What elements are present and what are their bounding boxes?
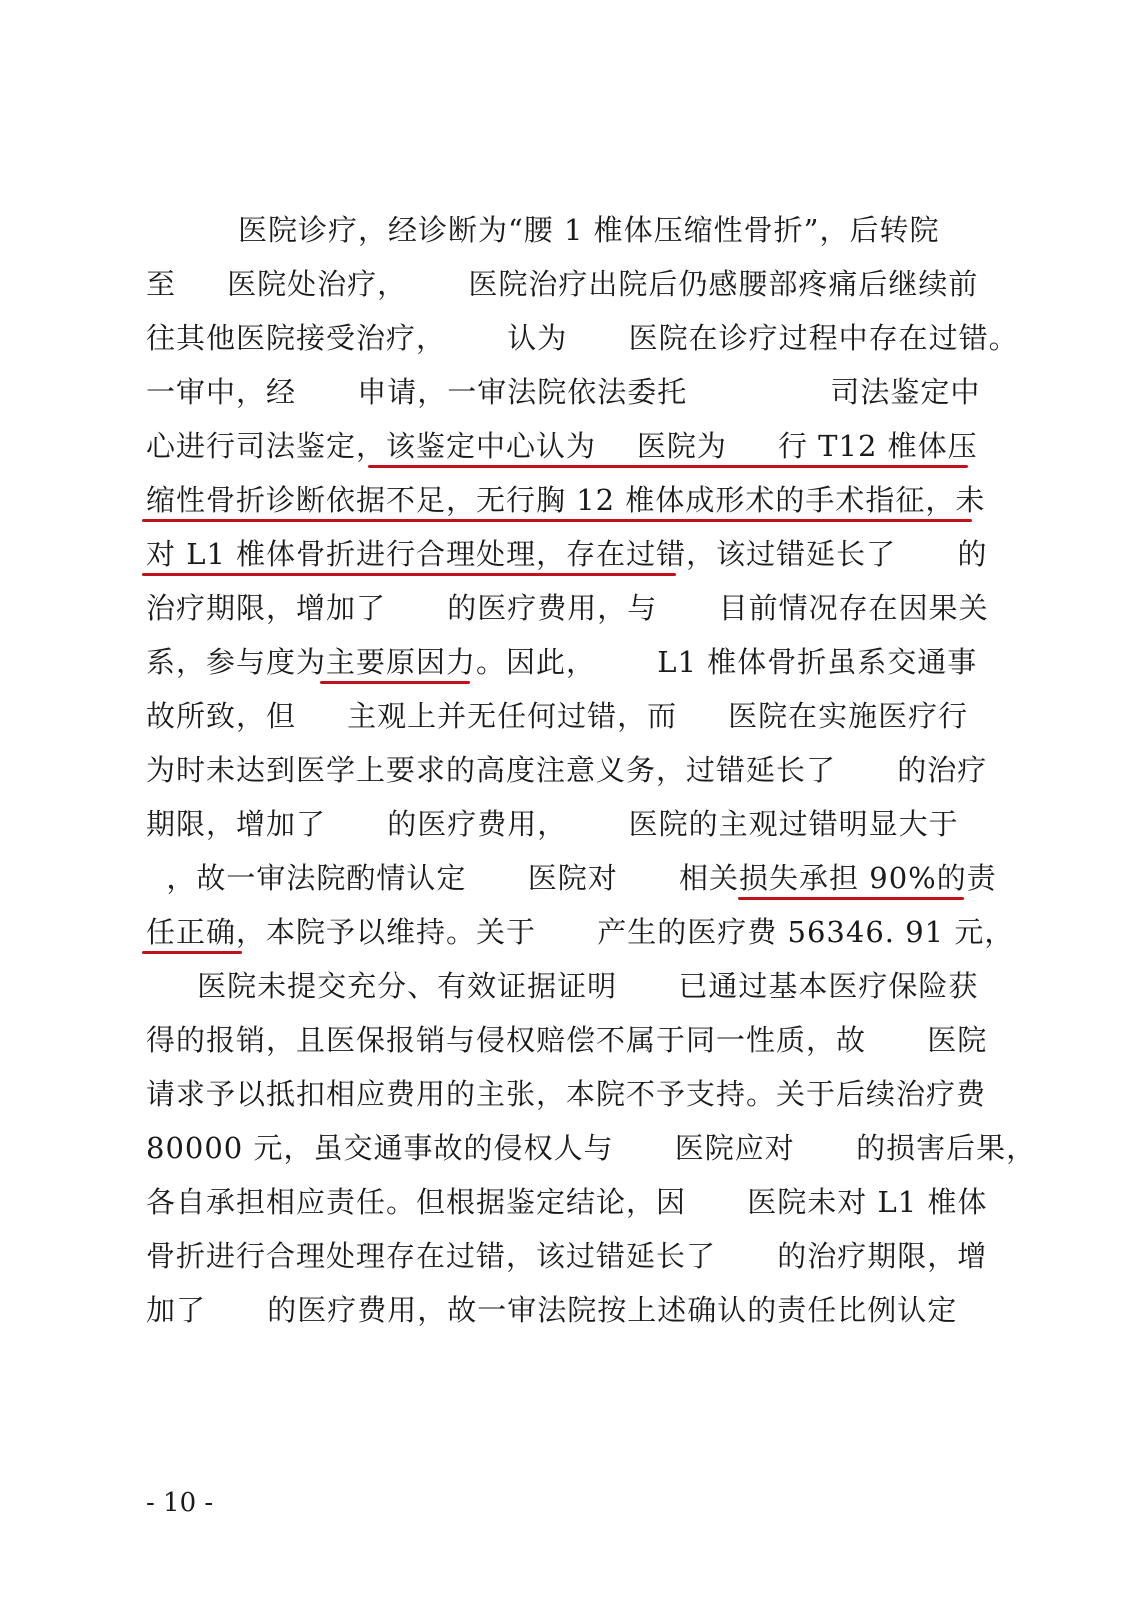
red-underline: [320, 681, 470, 684]
red-underline: [368, 465, 968, 468]
text-line-19: 各自承担相应责任。但根据鉴定结论，因 医院未对 L1 椎体: [146, 1185, 988, 1219]
text-line-3: 往其他医院接受治疗， 认为 医院在诊疗过程中存在过错。: [146, 321, 1019, 355]
text-line-20: 骨折进行合理处理存在过错，该过错延长了 的治疗期限，增: [146, 1239, 988, 1273]
text-line-8: 治疗期限，增加了 的医疗费用，与 目前情况存在因果关: [146, 591, 989, 625]
text-line-15: 医院未提交充分、有效证据证明 已通过基本医疗保险获: [146, 969, 979, 1003]
red-underline: [142, 573, 676, 576]
text-line-5: 心进行司法鉴定，该鉴定中心认为 医院为 行 T12 椎体压: [146, 429, 978, 463]
text-line-16: 得的报销，且医保报销与侵权赔偿不属于同一性质，故 医院: [146, 1023, 988, 1057]
text-line-10: 故所致，但 主观上并无任何过错，而 医院在实施医疗行: [146, 699, 969, 733]
text-line-12: 期限，增加了 的医疗费用， 医院的主观过错明显大于: [146, 807, 959, 841]
text-line-11: 为时未达到医学上要求的高度注意义务，过错延长了 的治疗: [146, 753, 988, 787]
text-line-14: 任正确，本院予以维持。关于 产生的医疗费 56346. 91 元，: [146, 915, 1015, 949]
red-underline: [738, 897, 964, 900]
text-line-9: 系，参与度为主要原因力。因此， L1 椎体骨折虽系交通事: [146, 645, 978, 679]
red-underline: [142, 951, 242, 954]
text-line-1: 医院诊疗，经诊断为“腰 1 椎体压缩性骨折”，后转院: [146, 213, 940, 247]
text-line-13: ，故一审法院酌情认定 医院对 相关损失承担 90%的责: [146, 861, 997, 895]
text-line-21: 加了 的医疗费用，故一审法院按上述确认的责任比例认定: [146, 1293, 958, 1327]
text-line-7: 对 L1 椎体骨折进行合理处理，存在过错，该过错延长了 的: [146, 537, 988, 571]
red-underline: [142, 519, 972, 522]
text-line-18: 80000 元，虽交通事故的侵权人与 医院应对 的损害后果，: [146, 1131, 1037, 1165]
text-line-17: 请求予以抵扣相应费用的主张，本院不予支持。关于后续治疗费: [146, 1077, 987, 1111]
page-number: - 10 -: [146, 1488, 214, 1518]
text-line-4: 一审中，经 申请，一审法院依法委托 司法鉴定中: [146, 375, 981, 409]
text-line-6: 缩性骨折诊断依据不足，无行胸 12 椎体成形术的手术指征，未: [146, 483, 986, 517]
text-line-2: 至 医院处治疗， 医院治疗出院后仍感腰部疼痛后继续前: [146, 267, 979, 301]
